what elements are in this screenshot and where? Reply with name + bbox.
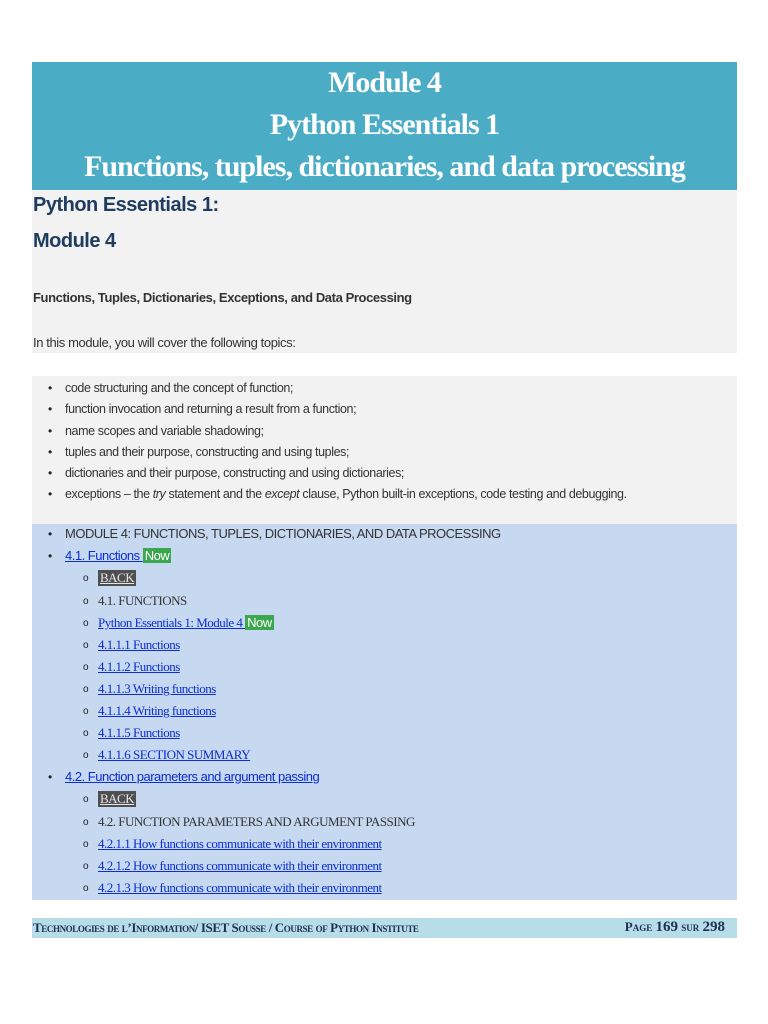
back-button[interactable]: BACK	[100, 791, 135, 806]
module-subtitle: Functions, Tuples, Dictionaries, Exceptions, and Data Processing	[33, 290, 412, 305]
toc-item-wrap	[98, 615, 274, 631]
circle-bullet-icon: o	[83, 817, 89, 828]
toc-item-link[interactable]: 4.2.1.2 How functions communicate with their environment	[98, 858, 382, 873]
toc-item-wrap	[98, 858, 382, 874]
table-of-contents	[32, 524, 737, 900]
circle-bullet-icon: o	[83, 662, 89, 673]
course-heading: Python Essentials 1:	[33, 194, 219, 216]
toc-section-label-wrap	[65, 548, 171, 563]
circle-bullet-icon: o	[83, 640, 89, 651]
toc-item-wrap	[98, 570, 136, 586]
toc-item-link[interactable]: 4.1.1.6 SECTION SUMMARY	[98, 747, 251, 762]
toc-item-link[interactable]: 4.1.1.3 Writing functions	[98, 681, 216, 696]
now-badge: Now	[144, 548, 170, 563]
toc-item-wrap	[98, 880, 382, 896]
circle-bullet-icon: o	[83, 728, 89, 739]
list-item	[32, 486, 627, 507]
page-word: Page	[624, 919, 656, 934]
footer-institution: Technologies de l’Information/ ISET Sousse / Course of Python Institute	[33, 920, 419, 935]
list-item: • function invocation and returning a result from a function;	[32, 401, 627, 422]
banner-title-line3: Functions, tuples, dictionaries, and data processing	[84, 150, 685, 183]
total-pages: 298	[702, 919, 725, 935]
circle-bullet-icon: o	[83, 794, 89, 805]
toc-section-label: 4.1. Functions	[65, 548, 143, 563]
toc-item-link[interactable]: 4.2.1.1 How functions communicate with their environment	[98, 836, 382, 851]
toc-section-link-4-2[interactable]: 4.2. Function parameters and argument passing	[65, 769, 320, 784]
circle-bullet-icon: o	[83, 573, 89, 584]
circle-bullet-icon: o	[83, 750, 89, 761]
module-heading: Module 4	[33, 230, 116, 252]
bullet-icon: •	[48, 549, 53, 563]
list-item: • dictionaries and their purpose, constructing and using dictionaries;	[32, 465, 627, 486]
toc-item-heading: 4.1. FUNCTIONS	[98, 593, 187, 608]
topic-text-mid: statement and the	[165, 487, 265, 502]
current-page: 169	[655, 919, 678, 935]
toc-item-wrap	[98, 791, 136, 807]
try-keyword: try	[152, 487, 166, 502]
circle-bullet-icon: o	[83, 839, 89, 850]
intro-section	[32, 190, 737, 353]
back-button[interactable]: BACK	[100, 570, 135, 585]
toc-item-link[interactable]: 4.1.1.2 Functions	[98, 659, 180, 674]
topics-list	[32, 380, 627, 508]
toc-item-link[interactable]: 4.1.1.5 Functions	[98, 725, 180, 740]
toc-item-wrap	[98, 836, 382, 852]
bullet-icon: •	[48, 770, 53, 784]
toc-item-wrap	[98, 725, 180, 741]
list-item: • name scopes and variable shadowing;	[32, 423, 627, 444]
bullet-icon: •	[48, 527, 53, 541]
circle-bullet-icon: o	[83, 596, 89, 607]
toc-item-link[interactable]: 4.1.1.1 Functions	[98, 637, 180, 652]
module-banner	[32, 62, 737, 190]
circle-bullet-icon: o	[83, 883, 89, 894]
page-number	[625, 919, 725, 936]
topic-text-pre: exceptions – the	[65, 487, 153, 502]
list-item: • code structuring and the concept of function;	[32, 380, 627, 401]
toc-section-link-4-1[interactable]	[65, 548, 171, 563]
circle-bullet-icon: o	[83, 706, 89, 717]
topics-section	[32, 376, 737, 524]
topics-lead-text: In this module, you will cover the following topics:	[33, 335, 296, 350]
toc-section-label-wrap	[65, 769, 319, 784]
page-footer	[32, 918, 737, 938]
toc-item-wrap	[98, 681, 216, 697]
topic-text-post: clause, Python built-in exceptions, code testing and debugging.	[299, 487, 627, 502]
list-item: • tuples and their purpose, constructing and using tuples;	[32, 444, 627, 465]
toc-item-wrap	[98, 703, 216, 719]
toc-item-heading: 4.2. FUNCTION PARAMETERS AND ARGUMENT PASSING	[98, 814, 415, 829]
circle-bullet-icon: o	[83, 684, 89, 695]
except-keyword: except	[264, 487, 300, 502]
toc-item-link[interactable]: Python Essentials 1: Module 4	[98, 615, 246, 630]
banner-title-line1: Module 4	[328, 66, 441, 99]
toc-item-link[interactable]: 4.1.1.4 Writing functions	[98, 703, 216, 718]
now-badge: Now	[247, 615, 272, 630]
circle-bullet-icon: o	[83, 861, 89, 872]
banner-title-line2: Python Essentials 1	[269, 108, 500, 141]
toc-module-header: MODULE 4: FUNCTIONS, TUPLES, DICTIONARIES, AND DATA PROCESSING	[65, 526, 501, 541]
sur-word: sur	[677, 919, 703, 934]
circle-bullet-icon: o	[83, 618, 89, 629]
toc-item-wrap	[98, 659, 180, 675]
toc-item-link[interactable]: 4.2.1.3 How functions communicate with their environment	[98, 880, 382, 895]
toc-item-wrap	[98, 637, 180, 653]
toc-item-wrap	[98, 747, 250, 763]
